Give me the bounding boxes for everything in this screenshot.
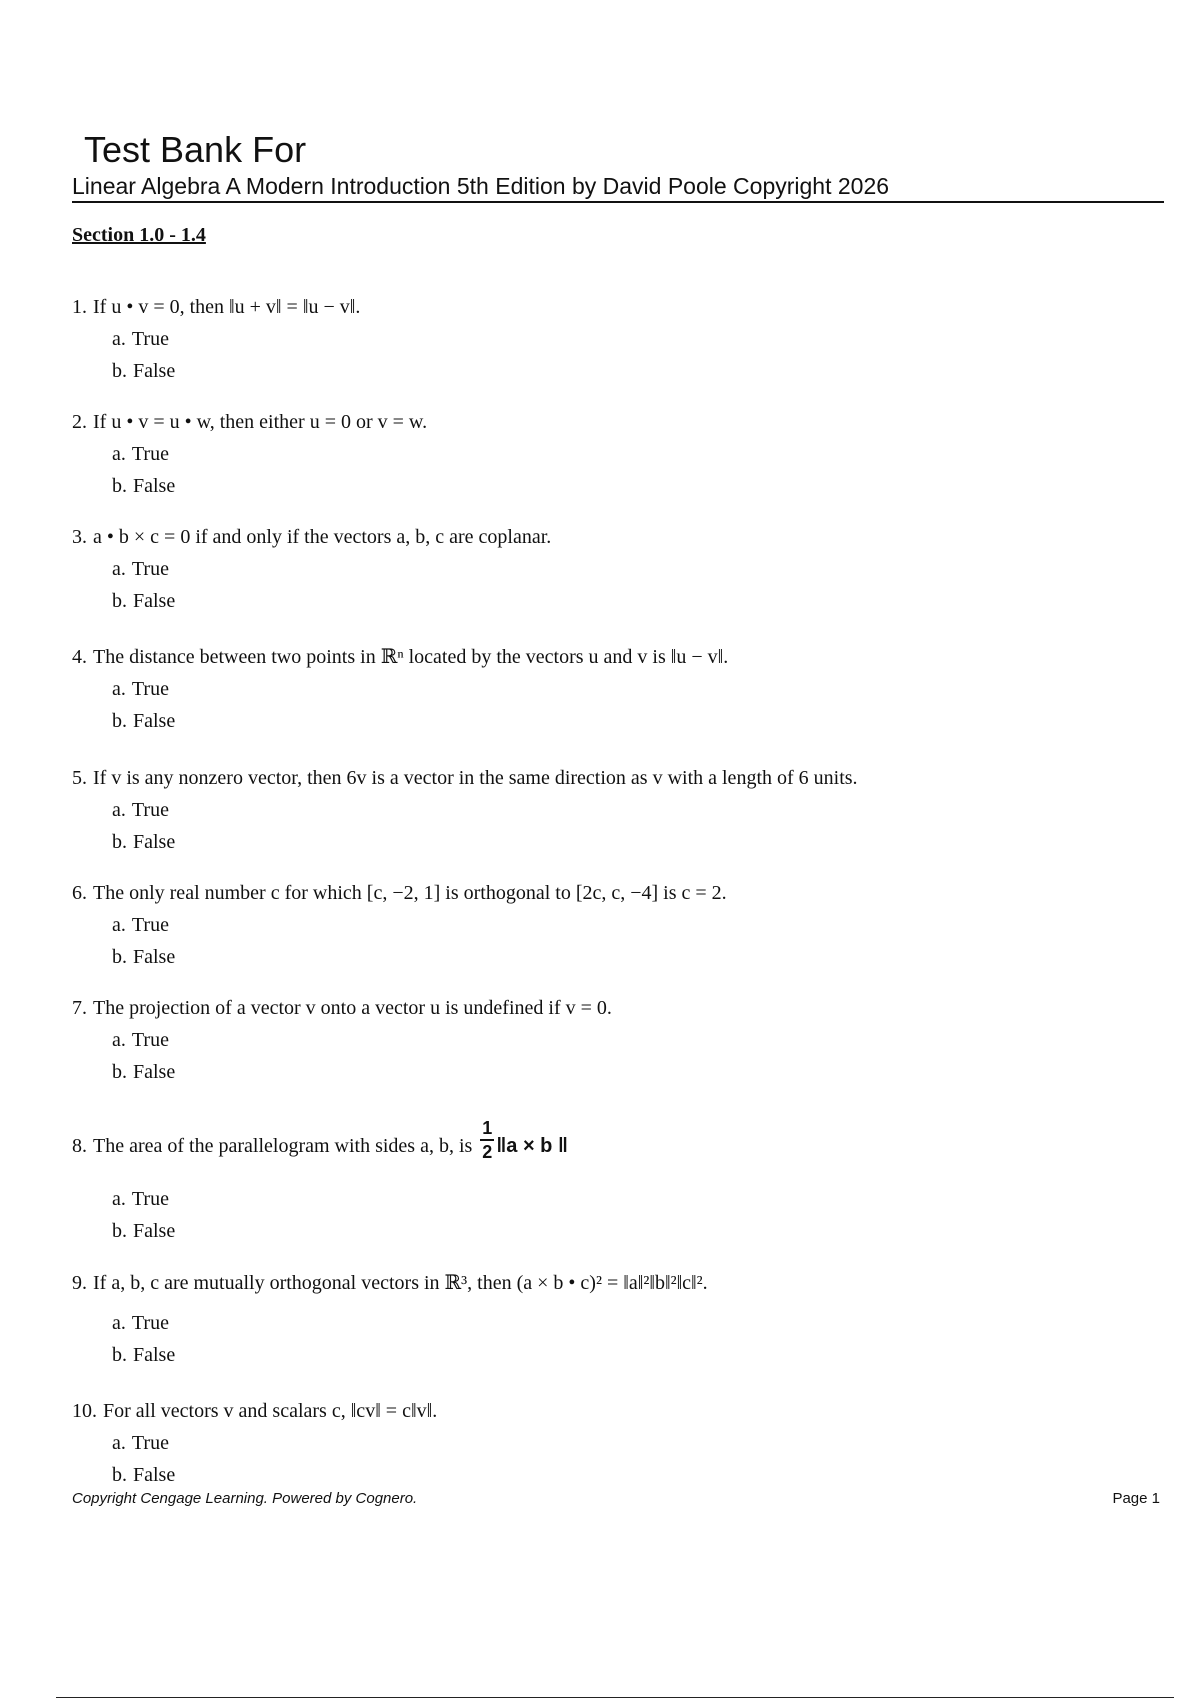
page-title: Test Bank For <box>84 129 307 170</box>
option-letter: b. <box>112 360 127 382</box>
option-true[interactable] <box>112 672 1152 704</box>
question-stem: For all vectors v and scalars c, ‖cv‖ = c‖v‖. <box>103 1400 438 1422</box>
question-number: 4. <box>72 646 87 668</box>
question-number: 3. <box>72 526 87 548</box>
option-text: False <box>133 1464 176 1486</box>
option-true[interactable] <box>112 908 1152 940</box>
option-letter: a. <box>112 799 126 821</box>
option-text: True <box>131 1312 169 1334</box>
fraction-bar <box>480 1139 494 1141</box>
option-text: True <box>131 678 169 700</box>
question-2 <box>72 409 1152 501</box>
question-stem: The projection of a vector v onto a vector u is undefined if v = 0. <box>93 997 612 1019</box>
question-stem: a • b × c = 0 if and only if the vectors a, b, c are coplanar. <box>93 526 552 548</box>
option-text: True <box>131 1188 169 1210</box>
option-false[interactable] <box>112 1214 1152 1246</box>
option-false[interactable] <box>112 354 1152 386</box>
option-false[interactable] <box>112 1338 1152 1370</box>
option-false[interactable] <box>112 1055 1152 1087</box>
option-text: False <box>133 590 176 612</box>
question-number: 5. <box>72 767 87 789</box>
option-false[interactable] <box>112 704 1152 736</box>
option-text: False <box>133 1220 176 1242</box>
question-1 <box>72 294 1152 386</box>
option-text: True <box>131 443 169 465</box>
option-false[interactable] <box>112 469 1152 501</box>
option-letter: a. <box>112 558 126 580</box>
question-9 <box>72 1270 1152 1370</box>
question-number: 7. <box>72 997 87 1019</box>
option-letter: b. <box>112 710 127 732</box>
question-stem: The only real number c for which [c, −2, 1] is orthogonal to [2c, c, −4] is c = 2. <box>93 882 727 904</box>
question-stem: The distance between two points in ℝⁿ located by the vectors u and v is ‖u − v‖. <box>93 646 729 668</box>
question-stem: If v is any nonzero vector, then 6v is a vector in the same direction as v with a length of 6 units. <box>93 767 858 789</box>
question-stem: If u • v = 0, then ‖u + v‖ = ‖u − v‖. <box>93 296 361 318</box>
question-number: 8. <box>72 1135 87 1157</box>
option-false[interactable] <box>112 584 1152 616</box>
option-text: False <box>133 710 176 732</box>
option-letter: a. <box>112 328 126 350</box>
header-divider <box>72 201 1164 203</box>
option-letter: b. <box>112 1061 127 1083</box>
option-text: False <box>133 831 176 853</box>
option-true[interactable] <box>112 1426 1152 1458</box>
option-letter: a. <box>112 1188 126 1210</box>
option-letter: b. <box>112 1220 127 1242</box>
option-letter: b. <box>112 946 127 968</box>
option-false[interactable] <box>112 940 1152 972</box>
option-true[interactable] <box>112 1023 1152 1055</box>
option-letter: a. <box>112 678 126 700</box>
footer-copyright: Copyright Cengage Learning. Powered by Cognero. <box>72 1490 418 1507</box>
question-number: 1. <box>72 296 87 318</box>
option-letter: b. <box>112 475 127 497</box>
fraction-denominator: 2 <box>482 1141 493 1162</box>
option-true[interactable] <box>112 1182 1152 1214</box>
option-letter: a. <box>112 1312 126 1334</box>
option-letter: a. <box>112 1432 126 1454</box>
question-number: 10. <box>72 1400 97 1422</box>
option-text: True <box>131 799 169 821</box>
option-text: True <box>131 1029 169 1051</box>
option-letter: b. <box>112 590 127 612</box>
option-text: False <box>133 946 176 968</box>
question-stem: The area of the parallelogram with sides a, b, is <box>93 1135 473 1157</box>
question-number: 6. <box>72 882 87 904</box>
option-letter: b. <box>112 1464 127 1486</box>
option-text: True <box>131 558 169 580</box>
option-true[interactable] <box>112 322 1152 354</box>
option-text: False <box>133 360 176 382</box>
question-3 <box>72 524 1152 616</box>
question-number: 9. <box>72 1272 87 1294</box>
option-true[interactable] <box>112 793 1152 825</box>
question-4 <box>72 644 1152 736</box>
fraction <box>480 1118 494 1162</box>
question-5 <box>72 765 1152 857</box>
option-text: True <box>131 914 169 936</box>
option-false[interactable] <box>112 1458 1152 1490</box>
option-text: True <box>131 1432 169 1454</box>
option-text: True <box>131 328 169 350</box>
question-number: 2. <box>72 411 87 433</box>
question-8 <box>72 1120 1152 1246</box>
option-letter: a. <box>112 1029 126 1051</box>
bottom-divider <box>56 1697 1174 1698</box>
option-true[interactable] <box>112 552 1152 584</box>
question-stem-formula: ‖a × b ‖ <box>496 1135 568 1157</box>
option-letter: b. <box>112 1344 127 1366</box>
option-text: False <box>133 1344 176 1366</box>
question-7 <box>72 995 1152 1087</box>
option-true[interactable] <box>112 437 1152 469</box>
question-stem: If a, b, c are mutually orthogonal vectors in ℝ³, then (a × b • c)² = ‖a‖²‖b‖²‖c‖². <box>93 1272 708 1294</box>
fraction-numerator: 1 <box>482 1118 493 1139</box>
option-false[interactable] <box>112 825 1152 857</box>
page-number: Page 1 <box>1112 1490 1160 1507</box>
section-heading: Section 1.0 - 1.4 <box>72 224 206 246</box>
option-true[interactable] <box>112 1306 1152 1338</box>
option-text: False <box>133 1061 176 1083</box>
question-10 <box>72 1398 1152 1490</box>
question-6 <box>72 880 1152 972</box>
option-letter: a. <box>112 914 126 936</box>
page-subtitle: Linear Algebra A Modern Introduction 5th Edition by David Poole Copyright 2026 <box>72 173 890 199</box>
question-stem: If u • v = u • w, then either u = 0 or v = w. <box>93 411 428 433</box>
option-text: False <box>133 475 176 497</box>
option-letter: b. <box>112 831 127 853</box>
option-letter: a. <box>112 443 126 465</box>
